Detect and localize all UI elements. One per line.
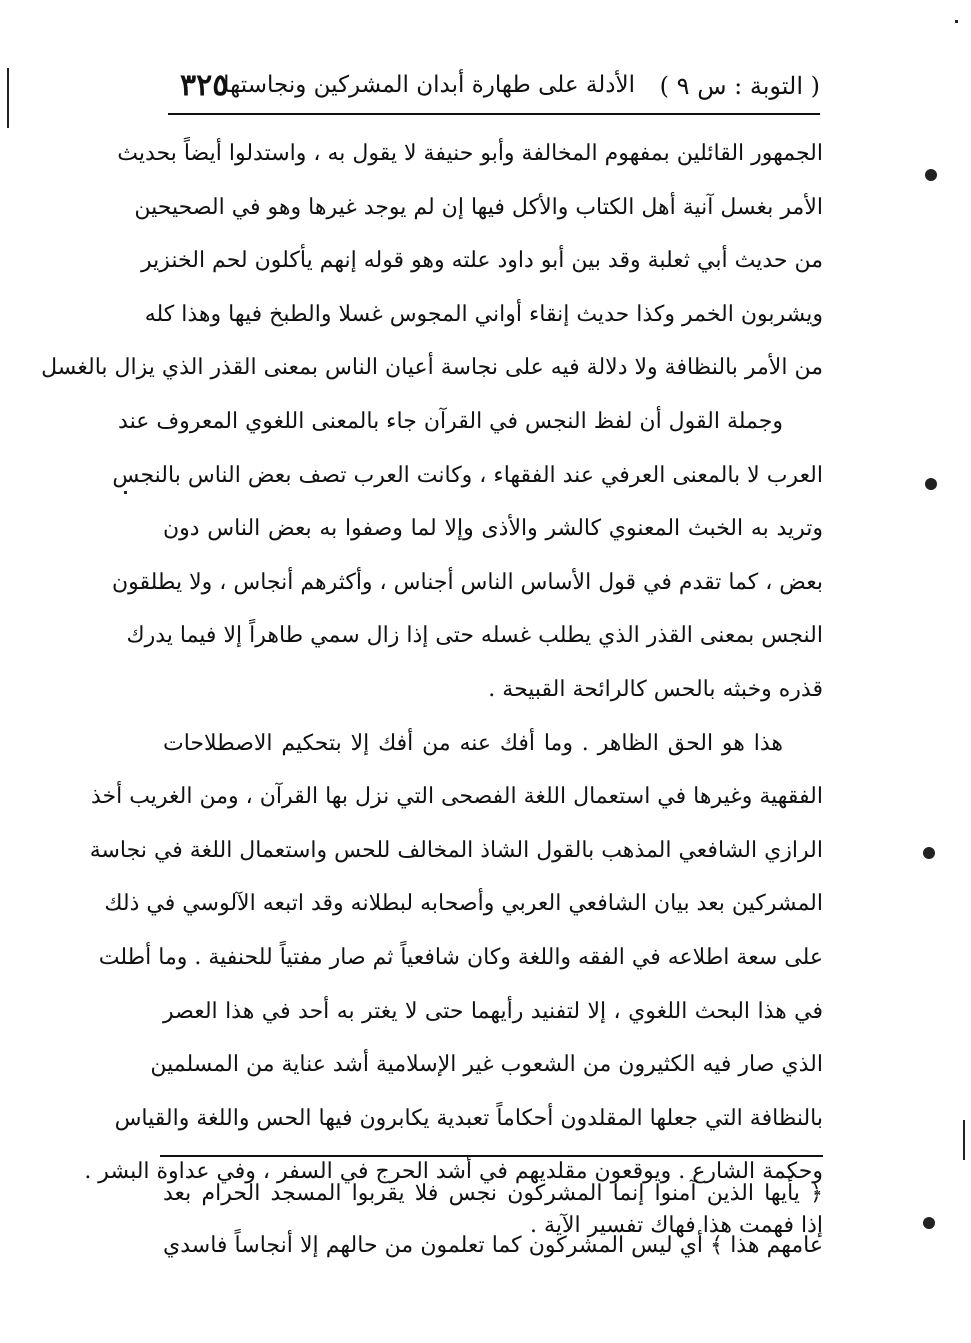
sura-reference: ( التوبة : س ٩ ) — [659, 72, 820, 100]
text-line: الجمهور القائلين بمفهوم المخالفة وأبو حنيفة لا يقول به ، واستدلوا أيضاً بحديث — [117, 141, 823, 166]
text-line: هذا هو الحق الظاهر . وما أفك عنه من أفك إلا بتحكيم الاصطلاحات — [163, 730, 783, 756]
verse-line: عامهم هذا ﴾ أي ليس المشركون كما تعلمون من حالهم إلا أنجاساً فاسدي — [163, 1233, 823, 1258]
punch-hole-mark-2 — [925, 478, 937, 490]
text-line: الذي صار فيه الكثيرون من الشعوب غير الإسلامية أشد عناية من المسلمين — [150, 1052, 823, 1078]
running-title: الأدلة على طهارة أبدان المشركين ونجاستها — [223, 72, 635, 98]
text-line: بالنظافة التي جعلها المقلدون أحكاماً تعبدية يكابرون فيها الحس واللغة والقياس — [114, 1105, 823, 1131]
verse-section — [163, 1168, 823, 1272]
punch-hole-mark-1 — [925, 169, 937, 181]
text-line: قذره وخبثه بالحس كالرائحة القبيحة . — [488, 676, 823, 702]
text-line: على سعة اطلاعه في الفقه واللغة وكان شافعياً ثم صار مفتياً للحنفية . وما أطلت — [98, 944, 823, 970]
text-line: الأمر بغسل آنية أهل الكتاب والأكل فيها إن لم يوجد غيرها وهو في الصحيحين — [134, 194, 823, 220]
body-text — [41, 127, 823, 1252]
punch-hole-mark-3 — [923, 847, 935, 859]
text-line: بعض ، كما تقدم في قول الأساس الناس أجناس ، وأكثرهم أنجاس ، ولا يطلقون — [111, 569, 823, 595]
text-line: الرازي الشافعي المذهب بالقول الشاذ المخالف للحس واستعمال اللغة في نجاسة — [89, 837, 823, 863]
text-line: وحكمة الشارع . ويوقعون مقلديهم في أشد الحرج في السفر ، وفي عداوة البشر . — [84, 1159, 823, 1185]
text-line: وجملة القول أن لفظ النجس في القرآن جاء بالمعنى اللغوي المعروف عند — [118, 408, 783, 434]
punch-hole-mark-4 — [923, 1217, 935, 1229]
text-line: المشركين بعد بيان الشافعي العربي وأصحابه لبطلانه وقد اتبعه الآلوسي في ذلك — [104, 891, 823, 917]
scan-mark-top-right — [955, 20, 958, 23]
verse-line: ﴿ يأيها الذين آمنوا إنما المشركون نجس فلا يقربوا المسجد الحرام بعد — [163, 1181, 823, 1206]
footnote-rule — [160, 1155, 823, 1157]
text-line: الفقهية وغيرها في استعمال اللغة الفصحى التي نزل بها القرآن ، ومن الغريب أخذ — [90, 784, 823, 810]
running-header — [170, 66, 820, 110]
scan-mark-right-edge — [963, 1120, 965, 1160]
text-line: من الأمر بالنظافة ولا دلالة فيه على نجاسة أعيان الناس بمعنى القذر الذي يزال بالغسل — [41, 355, 823, 381]
text-line: النجس بمعنى القذر الذي يطلب غسله حتى إذا زال سمي طاهراً إلا فيما يدرك — [126, 623, 823, 649]
text-line: في هذا البحث اللغوي ، إلا لتفنيد رأيهما حتى لا يغتر به أحد في هذا العصر — [163, 998, 823, 1024]
scan-mark-left-edge — [7, 68, 9, 128]
header-rule — [168, 113, 820, 115]
text-line: ويشربون الخمر وكذا حديث إنقاء أواني المجوس غسلا والطبخ فيها وهذا كله — [144, 301, 823, 327]
text-line: وتريد به الخبث المعنوي كالشر والأذى وإلا لما وصفوا به بعض الناس دون — [163, 516, 823, 542]
text-line: من حديث أبي ثعلبة وقد بين أبو داود علته وهو قوله إنهم يأكلون لحم الخنزير — [141, 248, 823, 274]
text-line: إذا فهمت هذا فهاك تفسير الآية . — [530, 1212, 823, 1238]
text-line: العرب لا بالمعنى العرفي عند الفقهاء ، وكانت العرب تصف بعض الناس بالنجس — [112, 462, 823, 488]
page-number: ٣٢٥ — [180, 68, 229, 103]
